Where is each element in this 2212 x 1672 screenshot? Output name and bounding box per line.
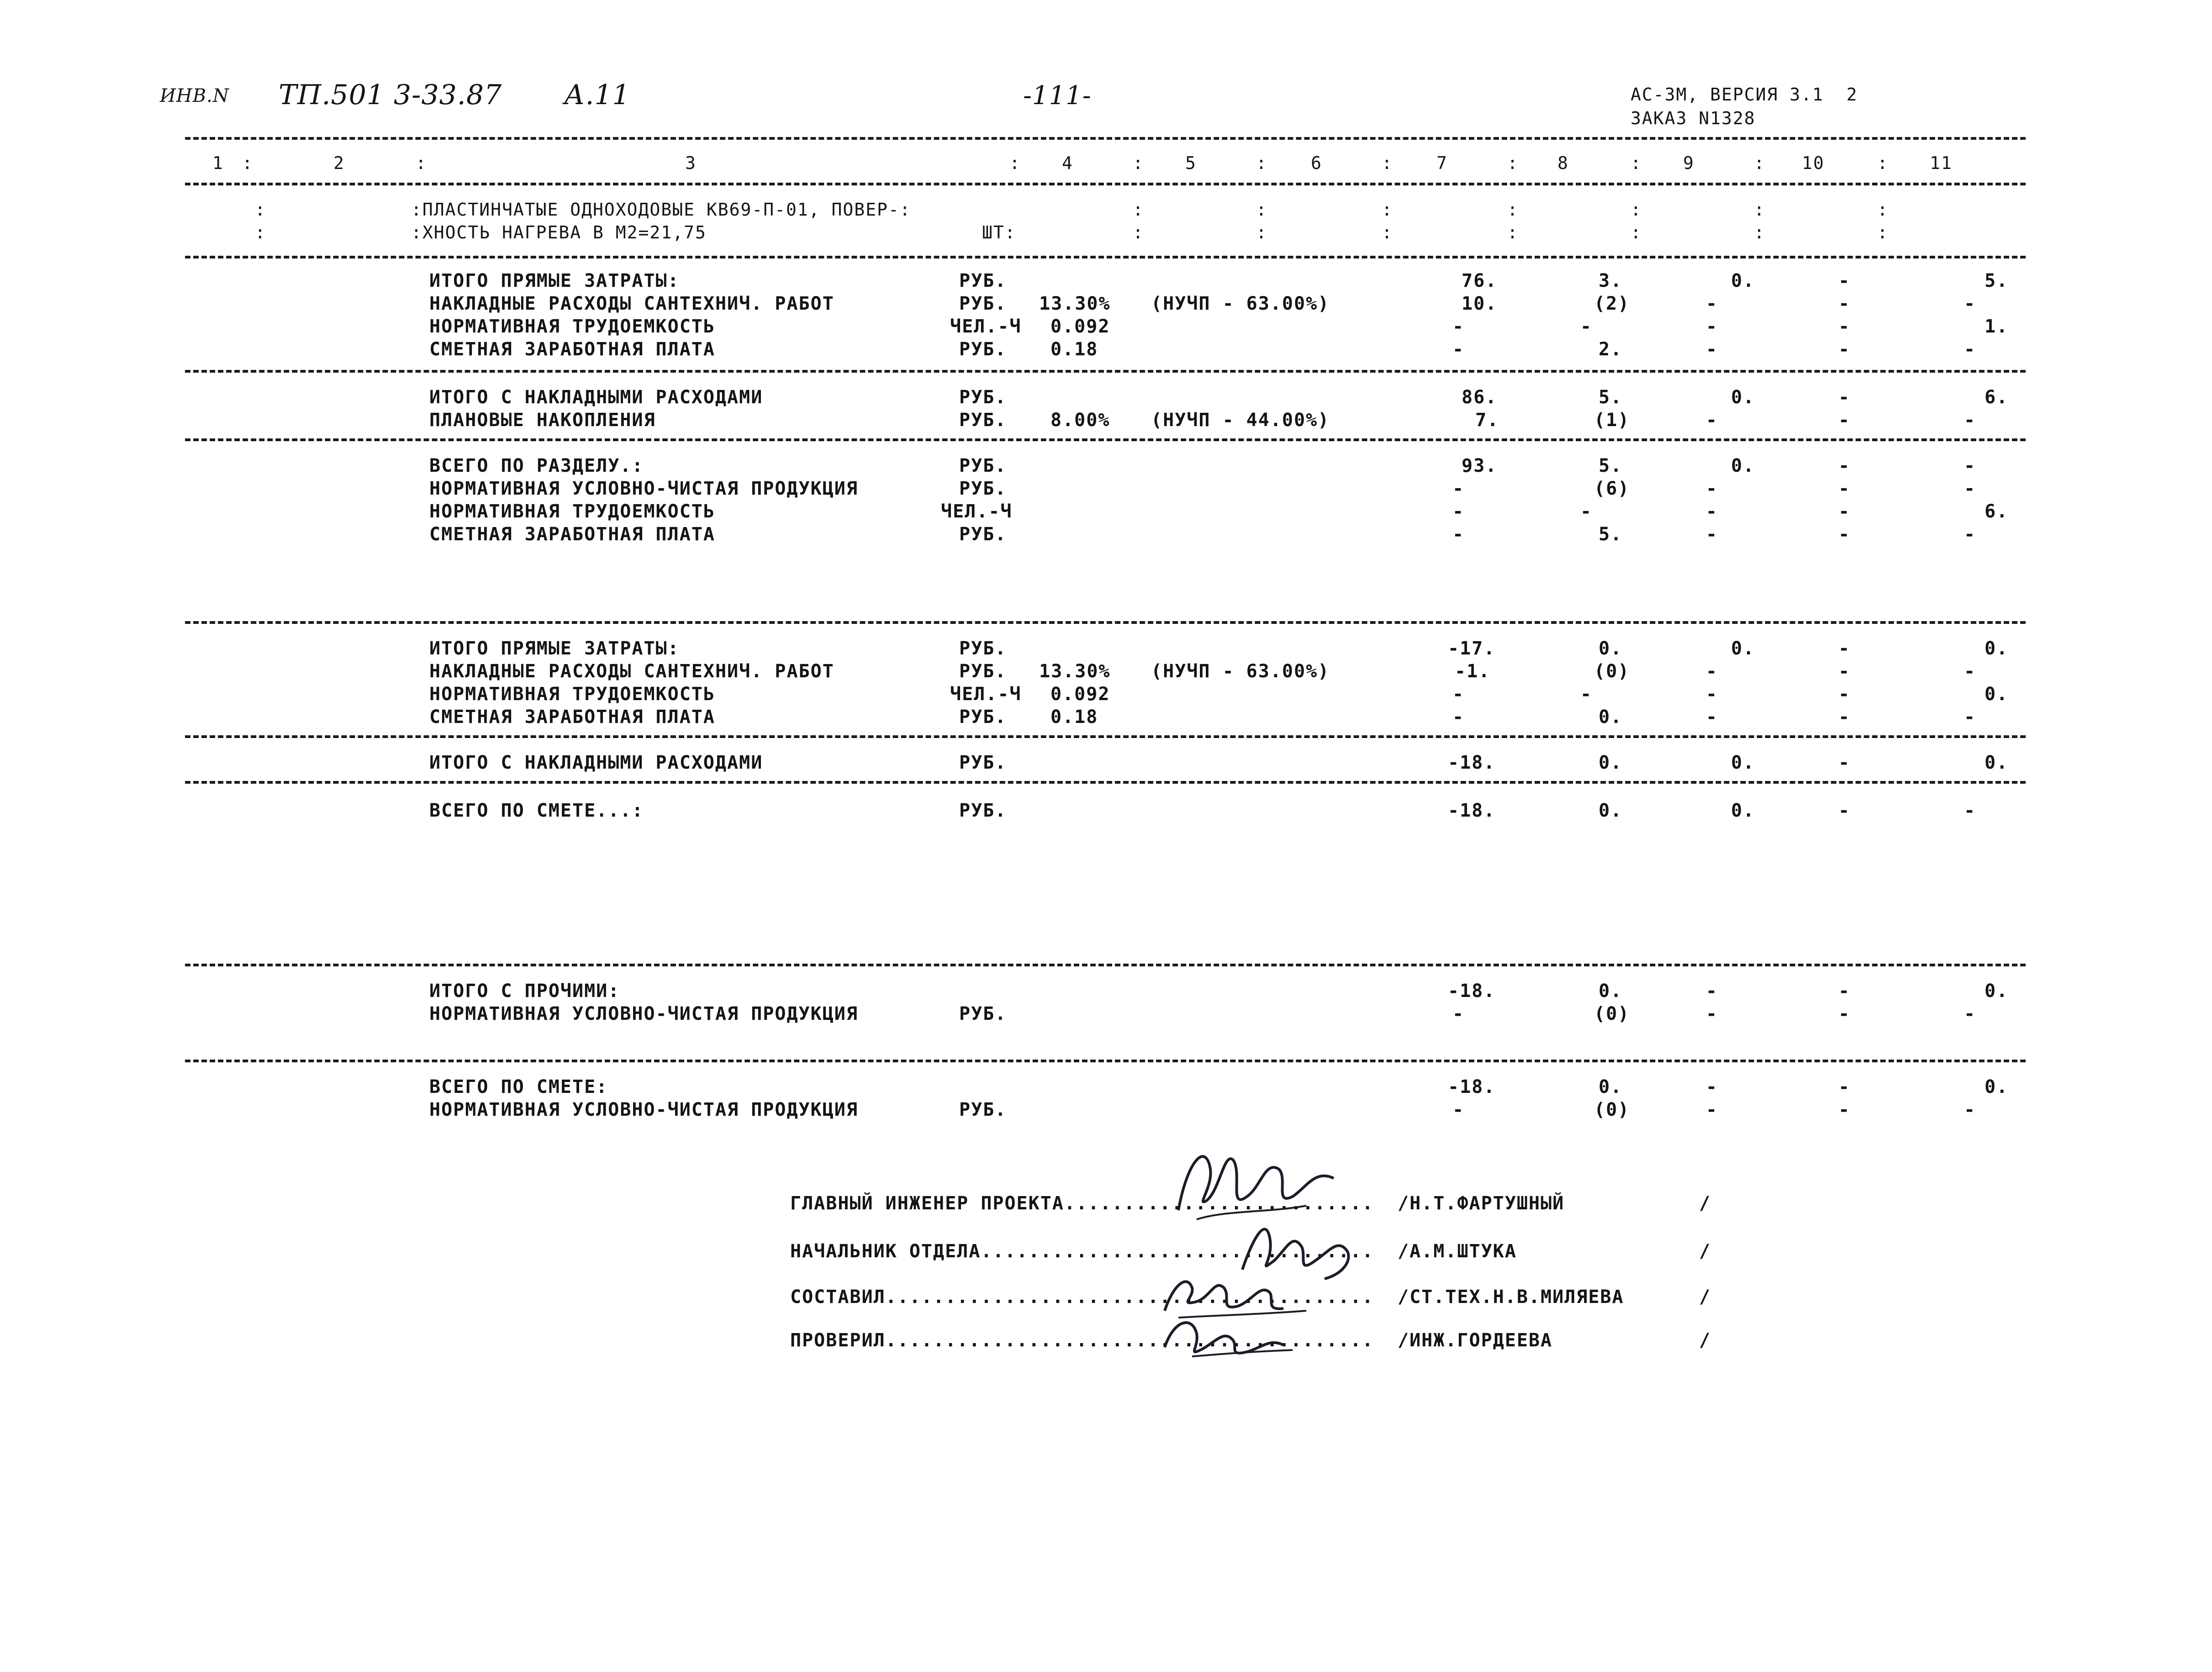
cell-col7: - (1452, 1099, 1465, 1120)
row-unit: РУБ. (959, 752, 1007, 773)
rule-block8 (185, 1060, 2026, 1062)
cell-col10: - (1838, 661, 1851, 682)
separator-mark: : (1382, 200, 1393, 220)
cell-col11: 6. (1985, 387, 2009, 408)
cell-col8: - (1580, 316, 1593, 337)
page-number: -111- (1023, 81, 1092, 111)
separator-mark: : (1256, 222, 1267, 243)
album-number: А.11 (564, 79, 630, 111)
row-label: НОРМАТИВНАЯ ТРУДОЕМКОСТЬ (429, 316, 715, 337)
signature-name: /А.М.ШТУКА (1398, 1241, 1517, 1262)
cell-col10: - (1838, 524, 1851, 545)
cell-col10: - (1838, 981, 1851, 1002)
cell-col8: (0) (1594, 1003, 1630, 1024)
cell-col10: - (1838, 752, 1851, 773)
cell-col9: - (1706, 661, 1718, 682)
cell-col7: - (1452, 524, 1465, 545)
cell-col11: 0. (1985, 684, 2009, 705)
cell-col11: 0. (1985, 752, 2009, 773)
cell-col7: 76. (1462, 270, 1498, 291)
cell-col8: 3. (1599, 270, 1623, 291)
cell-col4: 0.18 (1051, 707, 1098, 728)
item-description-line1: :ПЛАСТИНЧАТЫЕ ОДНОХОДОВЫЕ КВ69-П-01, ПОВЕР-: (411, 200, 911, 220)
separator-mark: : (255, 222, 266, 243)
column-header: 8 (1557, 153, 1569, 173)
row-label: ИТОГО ПРЯМЫЕ ЗАТРАТЫ: (429, 270, 680, 291)
separator-mark: : (255, 200, 266, 220)
cell-col9: - (1706, 1003, 1718, 1024)
cell-col9: - (1706, 1099, 1718, 1120)
cell-col11: - (1964, 800, 1976, 821)
separator-mark: : (1507, 200, 1519, 220)
column-header: 5 (1185, 153, 1197, 173)
column-separator: : (1754, 153, 1765, 173)
rule-block5 (185, 735, 2026, 738)
row-unit: РУБ. (959, 478, 1007, 499)
cell-col8: 5. (1599, 524, 1623, 545)
column-header: 4 (1062, 153, 1073, 173)
column-separator: : (1877, 153, 1889, 173)
cell-col9: - (1706, 478, 1718, 499)
cell-col7: 86. (1462, 387, 1498, 408)
cell-col11: - (1964, 478, 1976, 499)
row-unit: РУБ. (959, 661, 1007, 682)
cell-col10: - (1838, 410, 1851, 431)
signature-name: /СТ.ТЕХ.Н.В.МИЛЯЕВА (1398, 1287, 1624, 1308)
cell-col7: - (1452, 501, 1465, 522)
row-unit: ЧЕЛ.-Ч (950, 316, 1022, 337)
row-label: ПЛАНОВЫЕ НАКОПЛЕНИЯ (429, 410, 656, 431)
project-code: ТП.501 3-33.87 (279, 79, 502, 111)
row-unit: ЧЕЛ.-Ч (950, 684, 1022, 705)
cell-col7: 10. (1462, 293, 1498, 314)
column-separator: : (1256, 153, 1267, 173)
row-unit: РУБ. (959, 339, 1007, 360)
signature-slash: / (1699, 1287, 1711, 1308)
row-label: НОРМАТИВНАЯ УСЛОВНО-ЧИСТАЯ ПРОДУКЦИЯ (429, 1099, 858, 1120)
separator-mark: : (1877, 200, 1889, 220)
column-header: 1 (212, 153, 224, 173)
cell-col8: (1) (1594, 410, 1630, 431)
cell-col4: 13.30% (1039, 661, 1111, 682)
cell-col8: 0. (1599, 800, 1623, 821)
signature-slash: / (1699, 1241, 1711, 1262)
cell-col7: -18. (1448, 752, 1496, 773)
separator-mark: : (1754, 200, 1765, 220)
row-unit: РУБ. (959, 1003, 1007, 1024)
row-label: НАКЛАДНЫЕ РАСХОДЫ САНТЕХНИЧ. РАБОТ (429, 293, 834, 314)
separator-mark: : (1256, 200, 1267, 220)
cell-col11: 0. (1985, 1076, 2009, 1097)
signature-checker-icon (1156, 1306, 1302, 1366)
cell-col11: 1. (1985, 316, 2009, 337)
row-label: СМЕТНАЯ ЗАРАБОТНАЯ ПЛАТА (429, 524, 715, 545)
column-header: 6 (1311, 153, 1322, 173)
cell-col11: 6. (1985, 501, 2009, 522)
cell-col9: - (1706, 410, 1718, 431)
cell-col9: - (1706, 684, 1718, 705)
column-header: 10 (1802, 153, 1825, 173)
row-label: ВСЕГО ПО РАЗДЕЛУ.: (429, 455, 644, 476)
cell-col7: -18. (1448, 800, 1496, 821)
cell-col10: - (1838, 638, 1851, 659)
signature-role: ГЛАВНЫЙ ИНЖЕНЕР ПРОЕКТА.......................... (790, 1193, 1374, 1214)
cell-col4: 0.092 (1051, 684, 1110, 705)
signature-name: /ИНЖ.ГОРДЕЕВА (1398, 1330, 1553, 1351)
row-label: ИТОГО ПРЯМЫЕ ЗАТРАТЫ: (429, 638, 680, 659)
row-label: НОРМАТИВНАЯ ТРУДОЕМКОСТЬ (429, 501, 715, 522)
cell-col9: - (1706, 524, 1718, 545)
row-unit: РУБ. (959, 387, 1007, 408)
cell-col4: 0.18 (1051, 339, 1098, 360)
cell-col10: - (1838, 455, 1851, 476)
separator-mark: : (1133, 222, 1144, 243)
cell-col7: - (1452, 684, 1465, 705)
row-unit: РУБ. (959, 270, 1007, 291)
rule-block2 (185, 370, 2026, 373)
row-label: НАКЛАДНЫЕ РАСХОДЫ САНТЕХНИЧ. РАБОТ (429, 661, 834, 682)
separator-mark: : (1631, 222, 1642, 243)
cell-col10: - (1838, 270, 1851, 291)
cell-col8: 2. (1599, 339, 1623, 360)
signature-slash: / (1699, 1330, 1711, 1351)
cell-col8: - (1580, 501, 1593, 522)
cell-col11: 0. (1985, 638, 2009, 659)
cell-col11: - (1964, 293, 1976, 314)
cell-col8: (0) (1594, 1099, 1630, 1120)
rule-block6 (185, 781, 2026, 784)
cell-col10: - (1838, 501, 1851, 522)
row-label: СМЕТНАЯ ЗАРАБОТНАЯ ПЛАТА (429, 707, 715, 728)
row-label: СМЕТНАЯ ЗАРАБОТНАЯ ПЛАТА (429, 339, 715, 360)
cell-col7: -17. (1448, 638, 1496, 659)
cell-col8: (0) (1594, 661, 1630, 682)
cell-col11: 0. (1985, 981, 2009, 1002)
column-header: 2 (333, 153, 345, 173)
cell-col10: - (1838, 387, 1851, 408)
row-label: НОРМАТИВНАЯ ТРУДОЕМКОСТЬ (429, 684, 715, 705)
system-version: АС-3М, ВЕРСИЯ 3.1 2 (1631, 84, 1858, 105)
cell-col5: (НУЧП - 63.00%) (1151, 661, 1330, 682)
cell-col9: 0. (1731, 387, 1755, 408)
cell-col9: 0. (1731, 638, 1755, 659)
cell-col7: - (1452, 707, 1465, 728)
cell-col8: 5. (1599, 387, 1623, 408)
cell-col5: (НУЧП - 63.00%) (1151, 293, 1330, 314)
cell-col7: - (1452, 316, 1465, 337)
cell-col11: - (1964, 410, 1976, 431)
handwritten-signature (1156, 1306, 1302, 1367)
separator-mark: : (1382, 222, 1393, 243)
cell-col7: - (1452, 1003, 1465, 1024)
cell-col8: 0. (1599, 707, 1623, 728)
cell-col11: - (1964, 339, 1976, 360)
cell-col7: 7. (1475, 410, 1499, 431)
cell-col4: 13.30% (1039, 293, 1111, 314)
cell-col7: -18. (1448, 981, 1496, 1002)
rule-top (185, 137, 2026, 140)
separator-mark: : (1754, 222, 1765, 243)
column-separator: : (1507, 153, 1519, 173)
row-label: НОРМАТИВНАЯ УСЛОВНО-ЧИСТАЯ ПРОДУКЦИЯ (429, 1003, 858, 1024)
cell-col4: 8.00% (1051, 410, 1110, 431)
cell-col9: - (1706, 501, 1718, 522)
cell-col8: 5. (1599, 455, 1623, 476)
separator-mark: : (1877, 222, 1889, 243)
item-description-line2: :ХНОСТЬ НАГРЕВА В М2=21,75 (411, 222, 707, 243)
rule-under-header (185, 183, 2026, 185)
cell-col9: - (1706, 293, 1718, 314)
rule-block1 (185, 256, 2026, 258)
cell-col8: 0. (1599, 981, 1623, 1002)
cell-col11: - (1964, 1099, 1976, 1120)
cell-col10: - (1838, 293, 1851, 314)
cell-col4: 0.092 (1051, 316, 1110, 337)
column-separator: : (1382, 153, 1393, 173)
cell-col10: - (1838, 339, 1851, 360)
cell-col9: 0. (1731, 455, 1755, 476)
cell-col10: - (1838, 316, 1851, 337)
cell-col11: - (1964, 455, 1976, 476)
row-unit: РУБ. (959, 524, 1007, 545)
cell-col9: 0. (1731, 752, 1755, 773)
column-header: 11 (1930, 153, 1953, 173)
separator-mark: : (1133, 200, 1144, 220)
row-label: ВСЕГО ПО СМЕТЕ: (429, 1076, 608, 1097)
column-separator: : (1631, 153, 1642, 173)
column-separator: : (1133, 153, 1144, 173)
row-unit: РУБ. (959, 1099, 1007, 1120)
cell-col8: 0. (1599, 752, 1623, 773)
cell-col9: - (1706, 981, 1718, 1002)
cell-col8: (2) (1594, 293, 1630, 314)
column-separator: : (242, 153, 253, 173)
row-label: ИТОГО С НАКЛАДНЫМИ РАСХОДАМИ (429, 752, 763, 773)
separator-mark: : (1631, 200, 1642, 220)
cell-col11: - (1964, 1003, 1976, 1024)
cell-col7: - (1452, 339, 1465, 360)
signature-role: СОСТАВИЛ......................................... (790, 1287, 1374, 1308)
cell-col10: - (1838, 684, 1851, 705)
cell-col7: -1. (1455, 661, 1491, 682)
cell-col9: - (1706, 1076, 1718, 1097)
cell-col8: (6) (1594, 478, 1630, 499)
cell-col10: - (1838, 1099, 1851, 1120)
inv-label: ИНВ.N (160, 85, 229, 106)
column-header: 9 (1683, 153, 1695, 173)
cell-col11: 5. (1985, 270, 2009, 291)
cell-col10: - (1838, 800, 1851, 821)
cell-col5: (НУЧП - 44.00%) (1151, 410, 1330, 431)
row-label: ВСЕГО ПО СМЕТЕ...: (429, 800, 644, 821)
row-unit: РУБ. (959, 800, 1007, 821)
rule-block7 (185, 964, 2026, 966)
row-unit: РУБ. (959, 638, 1007, 659)
cell-col9: - (1706, 339, 1718, 360)
cell-col11: - (1964, 661, 1976, 682)
order-number: ЗАКАЗ N1328 (1631, 108, 1756, 128)
signature-slash: / (1699, 1193, 1711, 1214)
cell-col7: -18. (1448, 1076, 1496, 1097)
cell-col9: - (1706, 316, 1718, 337)
row-label: ИТОГО С ПРОЧИМИ: (429, 981, 620, 1002)
rule-block4 (185, 621, 2026, 624)
column-separator: : (416, 153, 427, 173)
row-unit: ЧЕЛ.-Ч (941, 501, 1013, 522)
cell-col7: 93. (1462, 455, 1498, 476)
column-separator: : (1009, 153, 1021, 173)
cell-col10: - (1838, 1076, 1851, 1097)
cell-col11: - (1964, 707, 1976, 728)
cell-col11: - (1964, 524, 1976, 545)
row-label: НОРМАТИВНАЯ УСЛОВНО-ЧИСТАЯ ПРОДУКЦИЯ (429, 478, 858, 499)
signature-role: ПРОВЕРИЛ......................................... (790, 1330, 1374, 1351)
cell-col10: - (1838, 478, 1851, 499)
cell-col10: - (1838, 707, 1851, 728)
column-header: 3 (685, 153, 697, 173)
signature-role: НАЧАЛЬНИК ОТДЕЛА................................. (790, 1241, 1374, 1262)
row-unit: РУБ. (959, 293, 1007, 314)
row-unit: РУБ. (959, 455, 1007, 476)
cell-col9: 0. (1731, 800, 1755, 821)
cell-col8: 0. (1599, 638, 1623, 659)
cell-col8: - (1580, 684, 1593, 705)
rule-block3 (185, 438, 2026, 441)
row-unit: РУБ. (959, 410, 1007, 431)
row-label: ИТОГО С НАКЛАДНЫМИ РАСХОДАМИ (429, 387, 763, 408)
signature-name: /Н.Т.ФАРТУШНЫЙ (1398, 1193, 1565, 1214)
separator-mark: : (1507, 222, 1519, 243)
item-unit: ШТ: (982, 222, 1016, 243)
column-header: 7 (1436, 153, 1448, 173)
cell-col8: 0. (1599, 1076, 1623, 1097)
cell-col9: - (1706, 707, 1718, 728)
cell-col7: - (1452, 478, 1465, 499)
cell-col9: 0. (1731, 270, 1755, 291)
cell-col10: - (1838, 1003, 1851, 1024)
row-unit: РУБ. (959, 707, 1007, 728)
